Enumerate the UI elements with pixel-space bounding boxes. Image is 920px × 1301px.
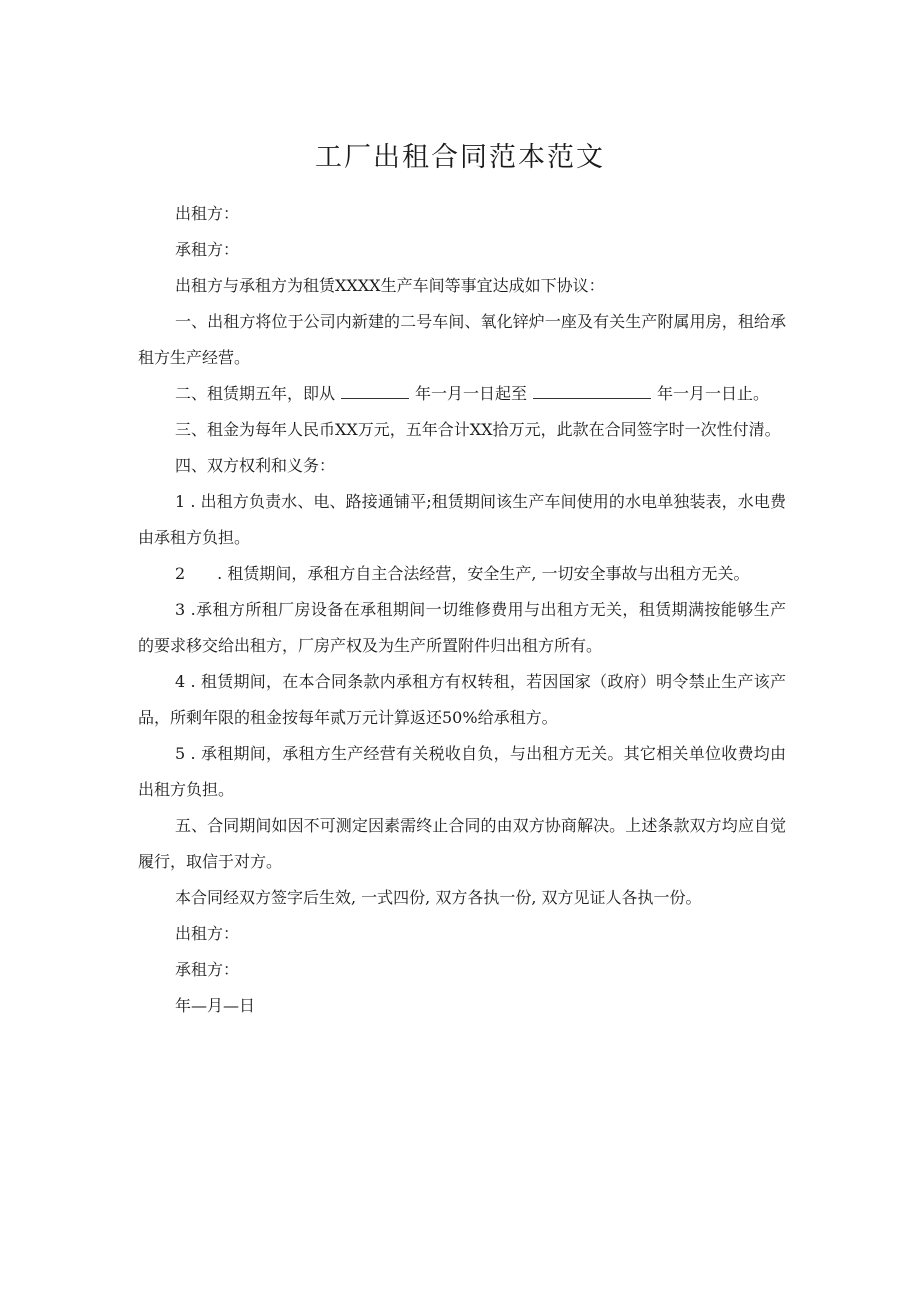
- clause-4-item-2: 2 . 租赁期间，承租方自主合法经营，安全生产, 一切安全事故与出租方无关。: [175, 564, 750, 583]
- document-title: 工厂出租合同范本范文: [315, 142, 605, 173]
- clause-1: 一、出租方将位于公司内新建的二号车间、氧化锌炉一座及有关生产附属用房，租给承租方生产经营。: [138, 312, 786, 367]
- document-body: [138, 196, 786, 1024]
- clause-3: 三、租金为每年人民币XX万元，五年合计XX拾万元，此款在合同签字时一次性付清。: [175, 420, 781, 439]
- clause-4-item-4: 4 . 租赁期间，在本合同条款内承租方有权转租，若因国家（政府）明令禁止生产该产品，所剩年限的租金按每年贰万元计算返还50%给承租方。: [138, 672, 786, 727]
- effect-paragraph: 本合同经双方签字后生效, 一式四份, 双方各执一份, 双方见证人各执一份。: [175, 888, 702, 907]
- clause-4-item-1: 1 . 出租方负责水、电、路接通铺平;租赁期间该生产车间使用的水电单独装表，水电费由承租方负担。: [138, 492, 786, 547]
- sign-date: 年—月—日: [175, 996, 256, 1015]
- start-year-blank: [341, 378, 409, 399]
- clause-4-heading: 四、双方权利和义务：: [175, 456, 336, 475]
- intro-paragraph: 出租方与承租方为租赁XXXX生产车间等事宜达成如下协议：: [175, 276, 605, 295]
- end-year-blank: [533, 378, 651, 399]
- sign-lessor: 出租方：: [175, 924, 240, 943]
- clause-5: 五、合同期间如因不可测定因素需终止合同的由双方协商解决。上述条款双方均应自觉履行，取信于对方。: [138, 816, 786, 871]
- lessor-label: 出租方：: [175, 204, 240, 223]
- clause-4-item-3: 3 .承租方所租厂房设备在承租期间一切维修费用与出租方无关，租赁期满按能够生产的要求移交给出租方，厂房产权及为生产所置附件归出租方所有。: [138, 600, 786, 655]
- lessee-label: 承租方：: [175, 240, 240, 259]
- clause-2-suffix: 年一月一日止。: [657, 384, 770, 403]
- clause-4-item-5: 5 . 承租期间，承租方生产经营有关税收自负，与出租方无关。其它相关单位收费均由出租方负担。: [138, 744, 786, 799]
- sign-lessee: 承租方：: [175, 960, 240, 979]
- clause-2-middle: 年一月一日起至: [415, 384, 528, 403]
- clause-2-prefix: 二、租赁期五年，即从: [175, 384, 336, 403]
- clause-2: [138, 376, 786, 412]
